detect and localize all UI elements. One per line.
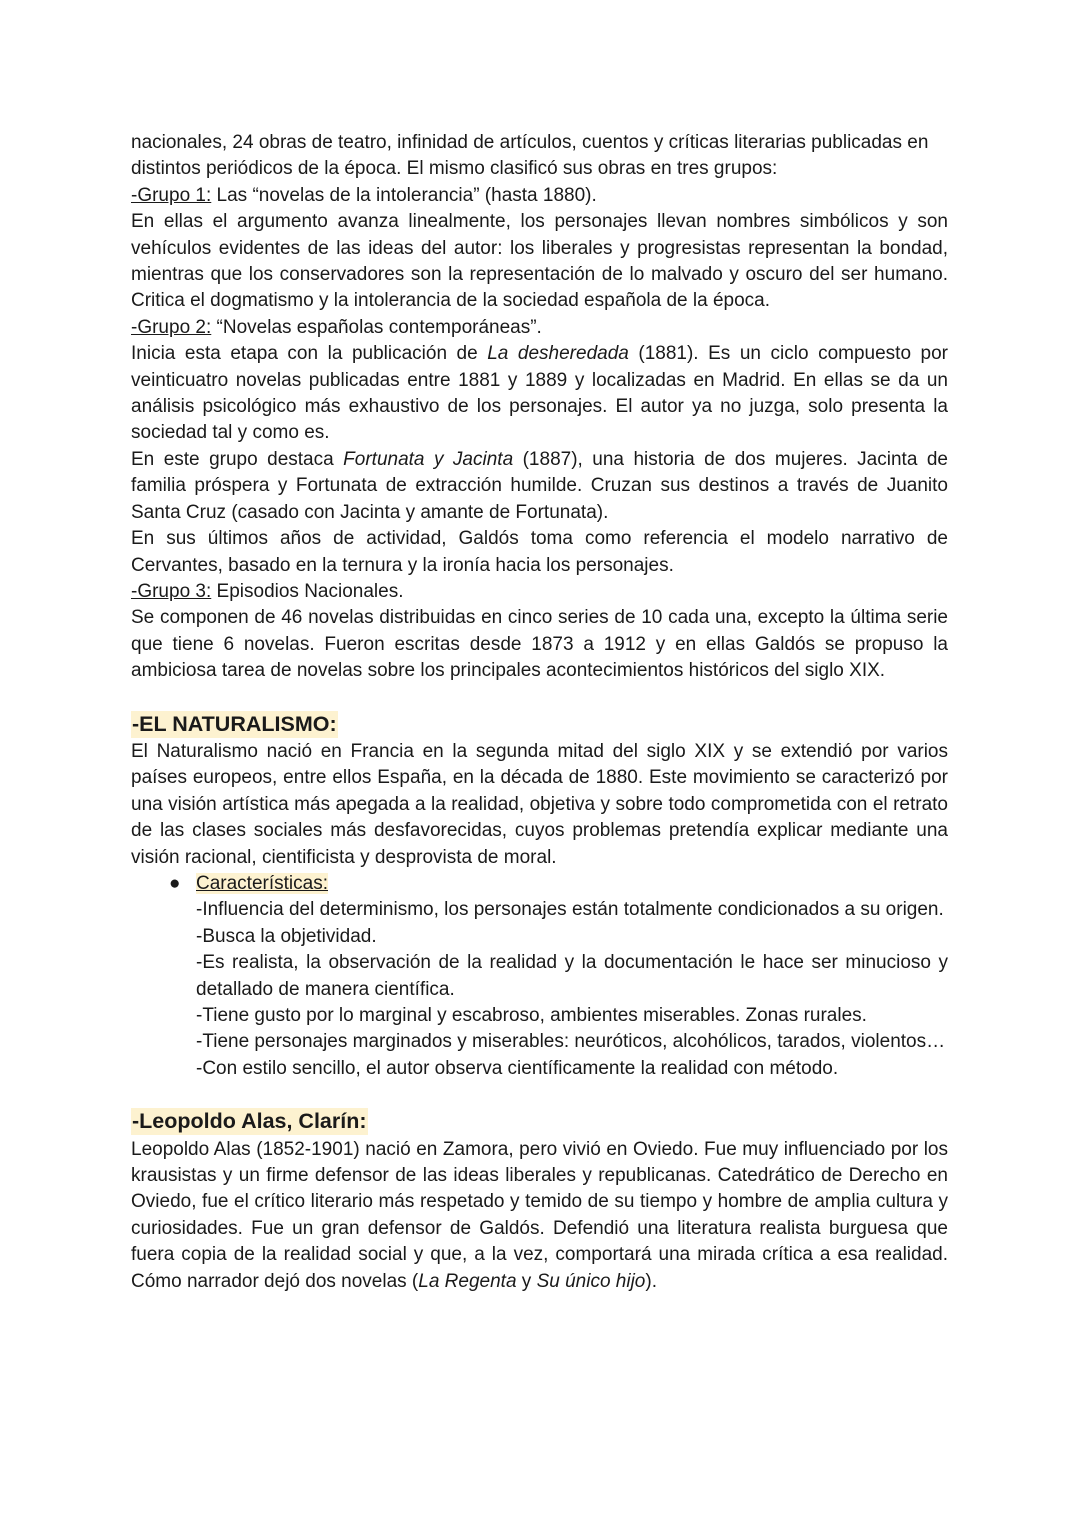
caracteristica-item: -Tiene gusto por lo marginal y escabroso, ambientes miserables. Zonas rurales.: [196, 1005, 867, 1026]
group-2-paragraph-2: En este grupo destaca Fortunata y Jacinta (1887), una historia de dos mujeres. Jacinta de familia próspera y Fortunata de extracción humilde. Cruzan sus destinos a través de Juanito Santa Cruz (casado con Jacinta y amante de Fortunata).: [131, 448, 948, 523]
group-1-label: -Grupo 1:: [131, 184, 212, 206]
group-3-line: [131, 579, 948, 605]
book-title-su-unico-hijo: Su único hijo: [536, 1270, 646, 1292]
clarin-heading: -Leopoldo Alas, Clarín:: [132, 1109, 367, 1134]
bullet-icon: ●: [169, 872, 181, 894]
group-3-label: -Grupo 3:: [131, 580, 212, 602]
intro-paragraph: nacionales, 24 obras de teatro, infinidad de artículos, cuentos y críticas literarias publicadas en distintos periódicos de la época. El mismo clasificó sus obras en tres grupos:: [131, 132, 929, 180]
group-1-title: Las “novelas de la intolerancia” (hasta 1880).: [211, 184, 597, 206]
caracteristicas-label: Características:: [196, 872, 328, 894]
group-2-paragraph-1: Inicia esta etapa con la publicación de La desheredada (1881). Es un ciclo compuesto por veinticuatro novelas publicadas entre 1881 y 1889 y localizadas en Madrid. En ellas se da un análisis psicológico más exhaustivo de los personajes. El autor ya no juzga, solo presenta la sociedad tal y como es.: [131, 343, 949, 444]
caracteristicas-list: [131, 897, 948, 1082]
group-2-label: -Grupo 2:: [131, 316, 212, 338]
group-2-line: [131, 315, 948, 341]
naturalismo-text: El Naturalismo nació en Francia en la segunda mitad del siglo XIX y se extendió por varios países europeos, entre ellos España, en la década de 1880. Este movimiento se caracterizó por una visión artística más apegada a la realidad, objetiva y sobre todo comprometida con el retrato de las clases sociales más desfavorecidas, cuyos problemas pretendía explicar mediante una visión racional, cientificista y desprovista de moral.: [131, 740, 948, 868]
book-title-la-desheredada: La desheredada: [487, 343, 629, 365]
caracteristica-item: -Con estilo sencillo, el autor observa científicamente la realidad con método.: [196, 1057, 839, 1079]
caracteristicas-list-item: [131, 871, 948, 897]
caracteristica-item: -Influencia del determinismo, los personajes están totalmente condicionados a su origen.: [196, 899, 944, 921]
group-3-text: Se componen de 46 novelas distribuidas en cinco series de 10 cada una, excepto la última serie que tiene 6 novelas. Fueron escritas desde 1873 a 1912 y en ellas Galdós se propuso la ambiciosa tarea de novelas sobre los principales acontecimientos históricos del siglo XIX.: [131, 607, 948, 682]
group-3-title: Episodios Nacionales.: [211, 580, 404, 602]
group-1-text: En ellas el argumento avanza linealmente, los personajes llevan nombres simbólicos y son vehículos evidentes de las ideas del autor: los liberales y progresistas representan la bondad, mientras que los conservadores son la representación de lo malvado y oscuro del ser humano. Critica el dogmatismo y la intolerancia de la sociedad española de la época.: [131, 211, 948, 312]
book-title-fortunata: Fortunata y Jacinta: [343, 448, 514, 470]
caracteristica-item: -Es realista, la observación de la realidad y la documentación le hace ser minucioso y detallado de manera científica.: [196, 952, 948, 1000]
caracteristica-item: -Tiene personajes marginados y miserables: neuróticos, alcohólicos, tarados, violentos…: [196, 1031, 946, 1053]
clarin-text: Leopoldo Alas (1852-1901) nació en Zamora, pero vivió en Oviedo. Fue muy influenciado por los krausistas y un firme defensor de las ideas liberales y republicanas. Catedrático de Derecho en Oviedo, fue el crítico literario más respetado y temido de su tiempo y hombre de amplia cultura y curiosidades. Fue un gran defensor de Galdós. Defendió una literatura realista burguesa que fuera copia de la realidad social y que, a la vez, comportará una mirada crítica a esa realidad. Cómo narrador dejó dos novelas (La Regenta y Su único hijo).: [131, 1138, 948, 1292]
group-2-title: “Novelas españolas contemporáneas”.: [211, 316, 542, 338]
group-1-line: [131, 183, 948, 209]
caracteristica-item: -Busca la objetividad.: [196, 925, 377, 947]
naturalismo-heading: -EL NATURALISMO:: [132, 711, 337, 736]
book-title-la-regenta: La Regenta: [418, 1270, 517, 1292]
group-2-paragraph-3: En sus últimos años de actividad, Galdós toma como referencia el modelo narrativo de Cervantes, basado en la ternura y la ironía hacia los personajes.: [131, 528, 948, 576]
